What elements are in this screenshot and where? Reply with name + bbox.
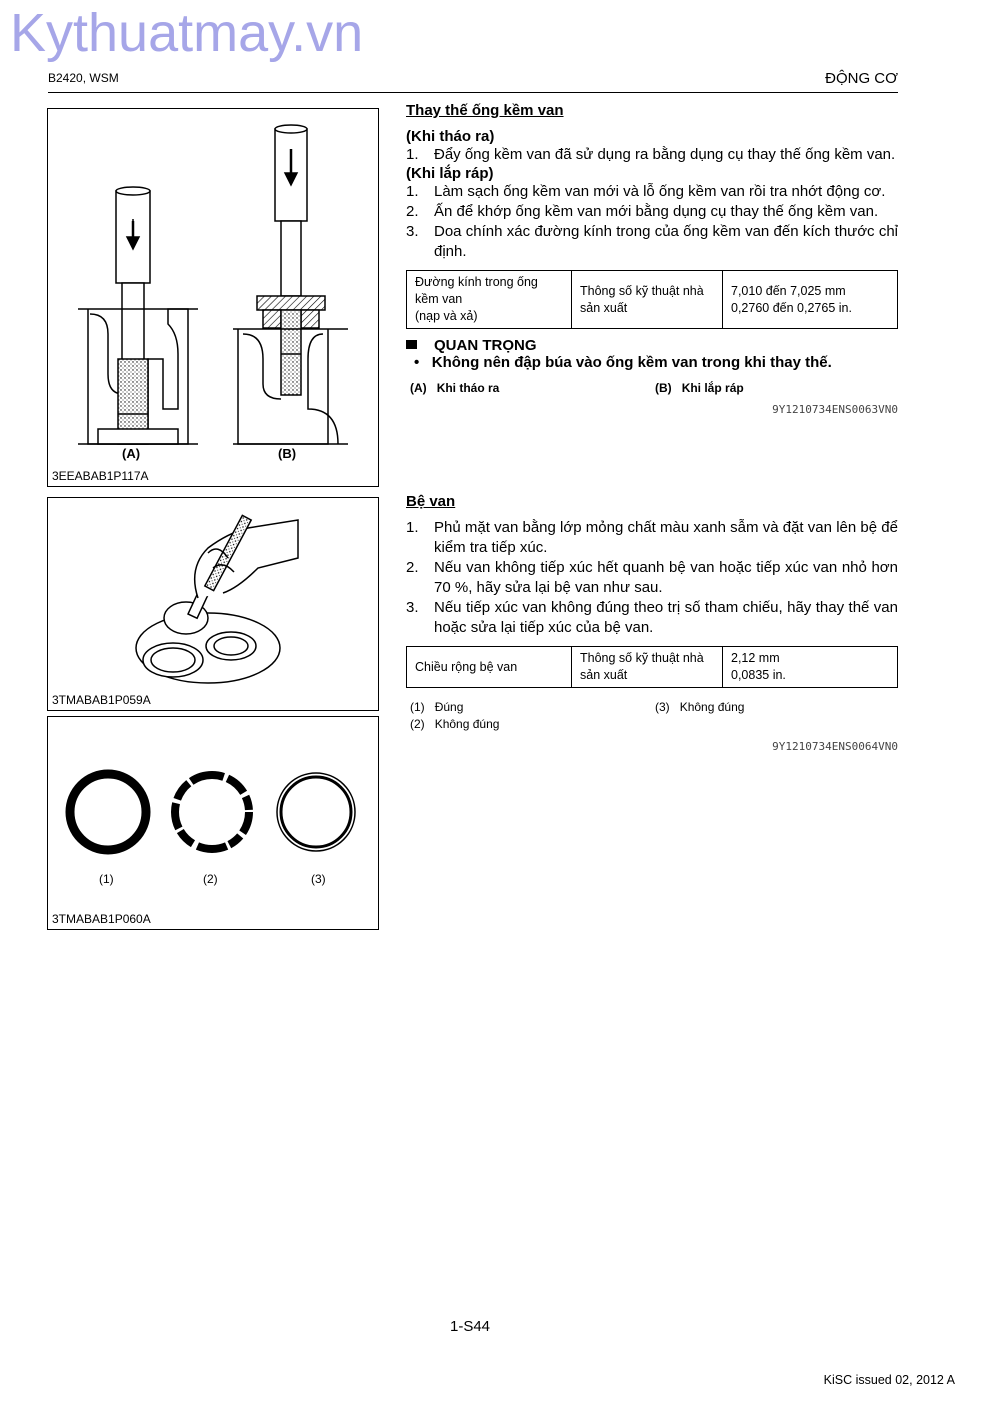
figure-valve-seat-check	[47, 497, 379, 711]
watermark-logo: Kythuatmay.vn	[10, 3, 364, 63]
figure-code: 3TMABAB1P059A	[52, 693, 151, 707]
figure-label-a: (A)	[122, 446, 141, 461]
spec-item: Đường kính trong ống kềm van (nạp và xả)	[407, 271, 572, 329]
figure-label-2: (2)	[203, 872, 218, 886]
removal-steps	[406, 145, 898, 165]
section-title: Thay thế ống kềm van	[406, 102, 564, 119]
valve-seat-illustration	[48, 498, 378, 688]
figure-valve-guide-replacement	[47, 108, 379, 487]
figure-captions	[406, 688, 898, 758]
tool-a	[78, 187, 198, 444]
tool-b	[233, 125, 348, 444]
issue-info: KiSC issued 02, 2012 A	[823, 1373, 955, 1387]
removal-heading: (Khi tháo ra)	[406, 128, 495, 145]
list-item: 2. Nếu van không tiếp xúc hết quanh bệ van hoặc tiếp xúc van nhỏ hơn 70 %, hãy sửa lại bệ van như sau.	[406, 559, 898, 596]
install-steps	[406, 182, 898, 262]
list-item: 3. Nếu tiếp xúc van không đúng theo trị số tham chiếu, hãy thay thế van hoặc sửa lại tiếp xúc của bệ van.	[406, 599, 898, 636]
contact-rings	[48, 717, 378, 867]
reference-code: 9Y1210734ENS0063VN0	[772, 403, 898, 416]
header-model: B2420, WSM	[48, 71, 119, 85]
caption-1: (1) Đúng	[410, 700, 464, 714]
spec-table-guide-id	[406, 270, 898, 329]
list-item: 1. Làm sạch ống kềm van mới và lỗ ống kềm van rồi tra nhớt động cơ.	[406, 183, 886, 200]
page-number: 1-S44	[450, 1318, 491, 1335]
spec-table-seat-width	[406, 646, 898, 688]
reference-code: 9Y1210734ENS0064VN0	[772, 740, 898, 753]
caption-2: (2) Không đúng	[410, 717, 500, 731]
figure-label-1: (1)	[99, 872, 114, 886]
header-rule	[48, 92, 898, 93]
spec-value: 2,12 mm 0,0835 in.	[723, 647, 898, 688]
caption-a: (A) Khi tháo ra	[410, 381, 500, 395]
list-item: 1. Đẩy ống kềm van đã sử dụng ra bằng dụng cụ thay thế ống kềm van.	[406, 146, 896, 163]
spec-type: Thông số kỹ thuật nhà sản xuất	[572, 271, 723, 329]
important-bullet: • Không nên đập búa vào ống kềm van trong khi thay thế.	[414, 354, 832, 371]
list-item: 2. Ấn để khớp ống kềm van mới bằng dụng cụ thay thế ống kềm van.	[406, 203, 879, 220]
seat-steps	[406, 518, 898, 638]
install-heading: (Khi lắp ráp)	[406, 165, 494, 182]
spec-item: Chiều rộng bệ van	[407, 647, 572, 688]
section-title: Bệ van	[406, 493, 456, 510]
caption-3: (3) Không đúng	[655, 700, 745, 714]
square-bullet-icon	[406, 340, 417, 349]
figure-captions	[406, 371, 898, 416]
header-section: ĐỘNG CƠ	[825, 70, 898, 87]
list-item: 1. Phủ mặt van bằng lớp mỏng chất màu xanh sẫm và đặt van lên bệ để kiểm tra tiếp xúc.	[406, 519, 898, 556]
important-title: QUAN TRỌNG	[406, 337, 898, 354]
figure-code: 3TMABAB1P060A	[52, 912, 151, 926]
figure-contact-patterns	[47, 716, 379, 930]
valve-guide-illustration	[48, 109, 378, 449]
section-valve-seat	[406, 493, 898, 758]
figure-code: 3EEABAB1P117A	[52, 469, 149, 483]
section-valve-guide	[406, 102, 898, 416]
spec-type: Thông số kỹ thuật nhà sản xuất	[572, 647, 723, 688]
figure-label-b: (B)	[278, 446, 297, 461]
caption-b: (B) Khi lắp ráp	[655, 381, 744, 395]
spec-value: 7,010 đến 7,025 mm 0,2760 đến 0,2765 in.	[723, 271, 898, 329]
list-item: 3. Doa chính xác đường kính trong của ống kềm van đến kích thước chỉ định.	[406, 223, 898, 260]
figure-label-3: (3)	[311, 872, 326, 886]
